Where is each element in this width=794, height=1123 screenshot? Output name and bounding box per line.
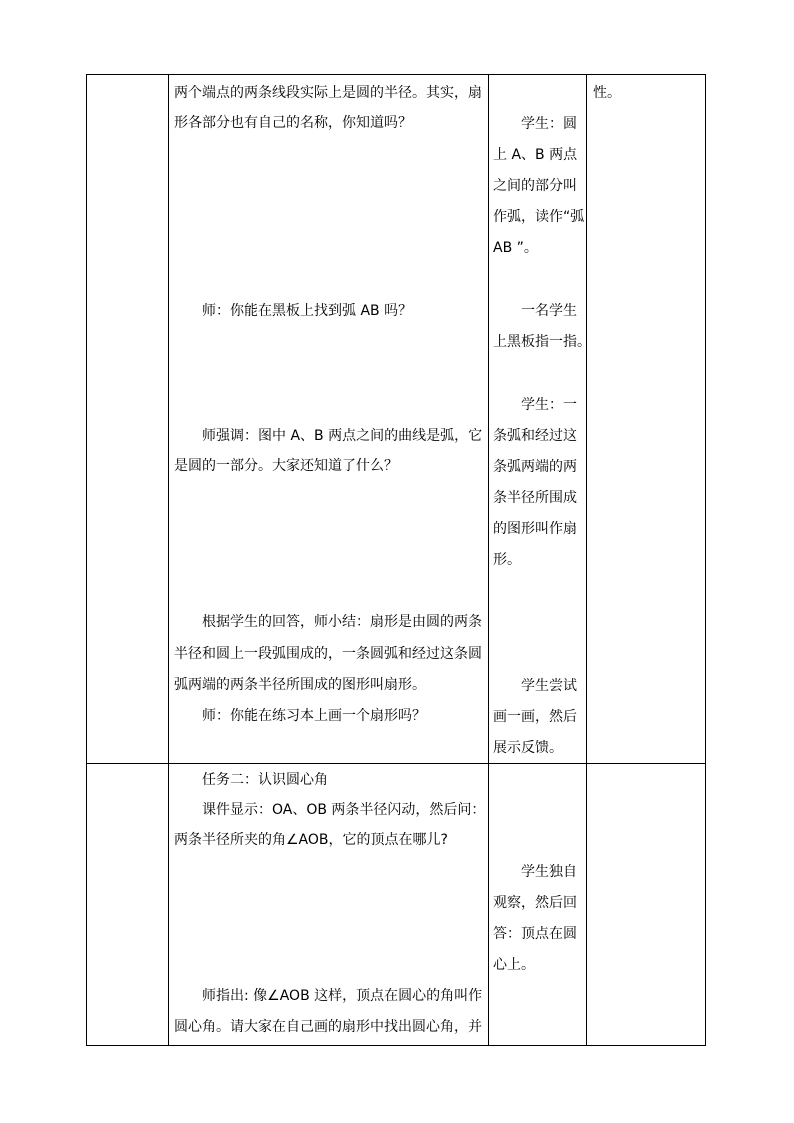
teacher-activity-cell (169, 764, 489, 1046)
text-line: 学生独自 (521, 864, 577, 880)
text-line: 上 A、B 两点 (493, 147, 578, 163)
text-line: 任务二：认识圆心角 (202, 772, 328, 788)
text-line: 形。 (493, 552, 521, 568)
text-line: 学生：圆 (521, 116, 577, 132)
text-line: 半径和圆上一段弧围成的，一条圆弧和经过这条圆 (174, 646, 482, 662)
text-line: 学生：一 (521, 397, 577, 413)
text-line: 圆心角。请大家在自己画的扇形中找出圆心角，并 (174, 1019, 482, 1035)
text-line: 根据学生的回答，师小结：扇形是由圆的两条 (202, 614, 482, 630)
text-line: 上黑板指一指。 (493, 334, 591, 350)
text-line: 作弧，读作“弧 (493, 209, 585, 225)
text-line: 两个端点的两条线段实际上是圆的半径。其实，扇 (174, 85, 482, 101)
text-line: AB ”。 (493, 240, 538, 256)
stage-cell (87, 764, 169, 1046)
text-line: 条弧两端的两 (493, 459, 577, 475)
text-line: 师强调：图中 A、B 两点之间的曲线是弧，它 (202, 428, 483, 444)
text-line: 观察，然后回 (493, 895, 577, 911)
text-line: 课件显示：OA、OB 两条半径闪动，然后问： (202, 802, 486, 818)
design-intent-cell (587, 764, 706, 1046)
lesson-plan-table (86, 74, 706, 1046)
text-line: 的图形叫作扇 (493, 521, 577, 537)
text-line: 性。 (593, 85, 621, 101)
design-intent-cell (587, 75, 706, 764)
text-line: 两条半径所夹的角∠AOB，它的顶点在哪儿? (174, 832, 448, 848)
text-line: 学生尝试 (521, 678, 577, 694)
student-activity-cell (489, 764, 587, 1046)
table-row (87, 75, 706, 764)
text-line: 展示反馈。 (493, 740, 563, 756)
text-line: 是圆的一部分。大家还知道了什么？ (174, 458, 398, 474)
text-line: 形各部分也有自己的名称，你知道吗？ (174, 115, 412, 131)
teacher-activity-cell (169, 75, 489, 764)
text-line: 条弧和经过这 (493, 428, 577, 444)
text-line: 弧两端的两条半径所围成的图形叫扇形。 (174, 677, 426, 693)
text-line: 条半径所围成 (493, 490, 577, 506)
text-line: 一名学生 (521, 303, 577, 319)
text-line: 答：顶点在圆 (493, 926, 577, 942)
student-activity-cell (489, 75, 591, 764)
text-line: 师：你能在练习本上画一个扇形吗？ (202, 708, 426, 724)
text-line: 之间的部分叫 (493, 178, 577, 194)
text-line: 心上。 (493, 957, 535, 973)
text-line: 师：你能在黑板上找到弧 AB 吗？ (202, 303, 413, 319)
text-line: 师指出: 像∠AOB 这样，顶点在圆心的角叫作 (202, 988, 483, 1004)
text-line: 画一画，然后 (493, 709, 577, 725)
stage-cell (87, 75, 169, 764)
table-row (87, 764, 706, 1046)
